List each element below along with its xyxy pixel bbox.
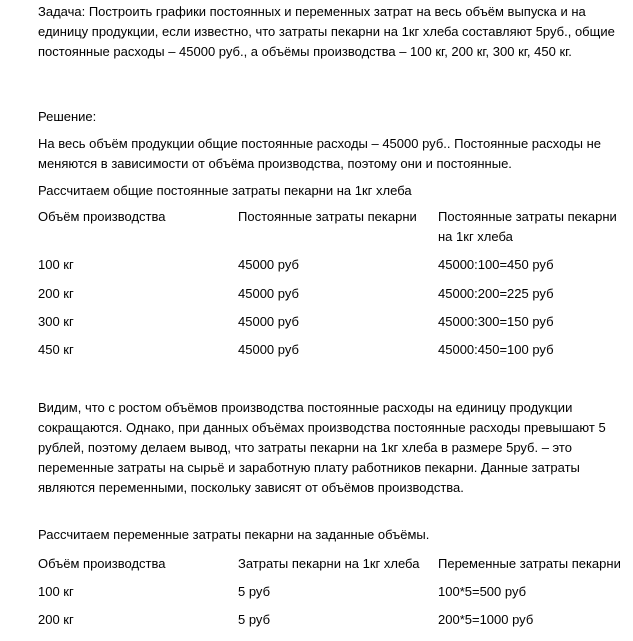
table2-header-variable-costs: Переменные затраты пекарни <box>438 556 621 571</box>
table1-header-fixed-per-kg: Постоянные затраты пекарни на 1кг хлеба <box>438 209 617 244</box>
paragraph-calc-fixed-per-kg: Рассчитаем общие постоянные затраты пекарни на 1кг хлеба <box>38 183 412 198</box>
table1-cell-fixed-costs: 45000 руб <box>238 286 299 301</box>
table1-cell-fixed-per-kg: 45000:450=100 руб <box>438 342 554 357</box>
table1-cell-volume: 300 кг <box>38 314 74 329</box>
table1-header-volume: Объём производства <box>38 209 166 224</box>
table1-cell-volume: 450 кг <box>38 342 74 357</box>
table1-cell-volume: 200 кг <box>38 286 74 301</box>
table2-header-volume: Объём производства <box>38 556 166 571</box>
table1-cell-fixed-costs: 45000 руб <box>238 314 299 329</box>
table2-cell-variable-costs: 200*5=1000 руб <box>438 612 534 627</box>
table1-cell-fixed-per-kg: 45000:200=225 руб <box>438 286 554 301</box>
table1-header-row <box>38 207 628 247</box>
solution-heading: Решение: <box>38 109 97 124</box>
paragraph-analysis: Видим, что с ростом объёмов производства постоянные расходы на единицу продукции сокращаются. Однако, при данных объёмах производства постоянные расходы превышают 5 рублей, поэтому делаем вывод, что затраты пекарни на 1кг хлеба в размере 5руб. – это переменные затраты на сырьё и заработную плату работников пекарни. Данные затраты являются переменными, поскольку зависят от объёмов производства. <box>38 400 606 495</box>
paragraph-fixed-costs-total: На весь объём продукции общие постоянные расходы – 45000 руб.. Постоянные расходы не меняются в зависимости от объёма производства, поэтому они и постоянные. <box>38 136 602 171</box>
table1-cell-fixed-per-kg: 45000:100=450 руб <box>438 257 554 272</box>
table2-header-cost-per-kg: Затраты пекарни на 1кг хлеба <box>238 556 420 571</box>
table2-cell-volume: 200 кг <box>38 612 74 627</box>
task-paragraph: Задача: Построить графики постоянных и переменных затрат на весь объём выпуска и на единицу продукции, если известно, что затраты пекарни на 1кг хлеба составляют 5руб., общие постоянные расходы – 45000 руб., а объёмы производства – 100 кг, 200 кг, 300 кг, 450 кг. <box>38 4 615 59</box>
table2-cell-variable-costs: 100*5=500 руб <box>438 584 527 599</box>
table-row <box>38 340 628 380</box>
table1-cell-fixed-per-kg: 45000:300=150 руб <box>438 314 554 329</box>
table1-cell-fixed-costs: 45000 руб <box>238 342 299 357</box>
table1-cell-fixed-costs: 45000 руб <box>238 257 299 272</box>
table-row <box>38 610 628 634</box>
table1-header-fixed-costs: Постоянные затраты пекарни <box>238 209 417 224</box>
paragraph-calc-variable: Рассчитаем переменные затраты пекарни на заданные объёмы. <box>38 527 430 542</box>
table2-cell-volume: 100 кг <box>38 584 74 599</box>
table1-cell-volume: 100 кг <box>38 257 74 272</box>
table2-cell-cost-per-kg: 5 руб <box>238 612 271 627</box>
table2-cell-cost-per-kg: 5 руб <box>238 584 271 599</box>
